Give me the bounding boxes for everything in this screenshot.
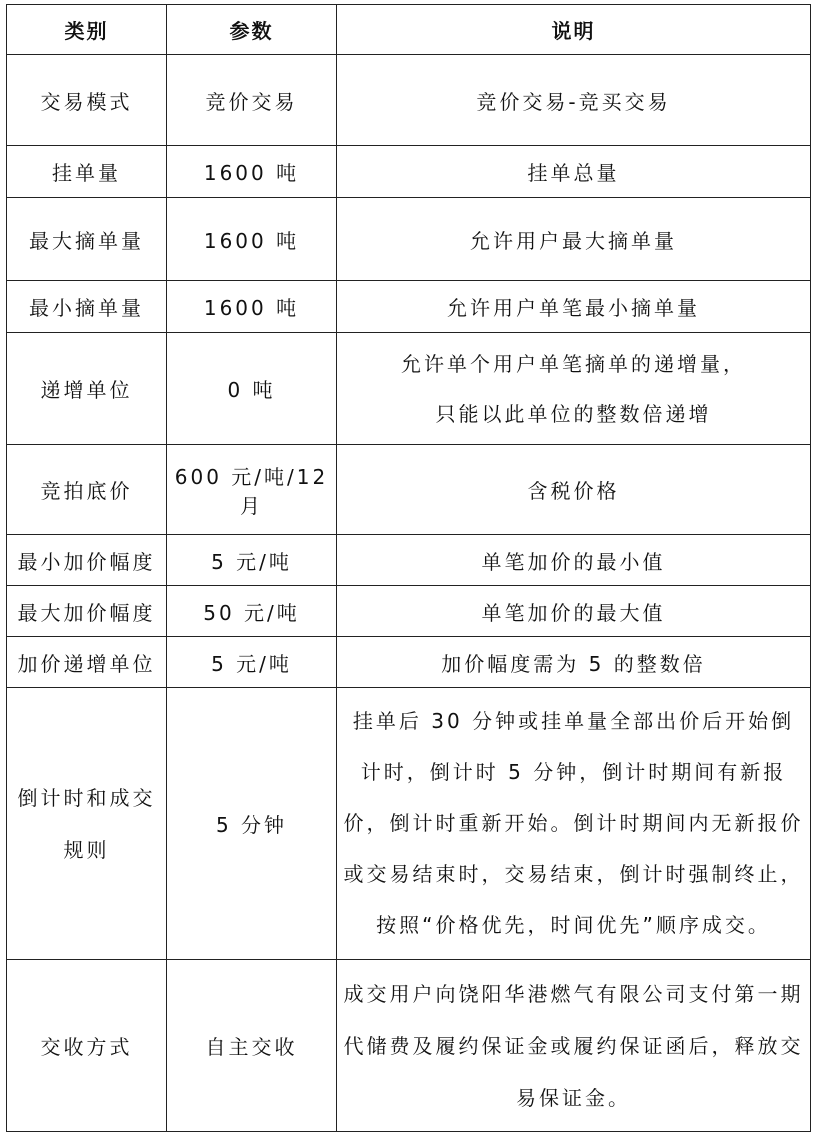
row-parameter: 5 分钟 <box>167 688 337 960</box>
description-line: 只能以此单位的整数倍递增 <box>435 401 712 426</box>
table-row <box>7 445 811 535</box>
table-row <box>7 146 811 198</box>
table-row <box>7 960 811 1132</box>
table-row <box>7 586 811 637</box>
row-description: 挂单后 30 分钟或挂单量全部出价后开始倒计时，倒计时 5 分钟，倒计时期间有新报价，倒计时重新开始。倒计时期间内无新报价或交易结束时，交易结束，倒计时强制终止，按照“价格优先，时间优先”顺序成交。 <box>337 688 811 960</box>
row-description: 含税价格 <box>337 445 811 535</box>
row-category: 交易模式 <box>7 55 167 146</box>
row-category: 加价递增单位 <box>7 637 167 688</box>
row-parameter: 1600 吨 <box>167 281 337 333</box>
row-description: 挂单总量 <box>337 146 811 198</box>
row-parameter: 自主交收 <box>167 960 337 1132</box>
row-category: 交收方式 <box>7 960 167 1132</box>
header-description: 说明 <box>337 5 811 55</box>
header-parameter: 参数 <box>167 5 337 55</box>
row-parameter: 5 元/吨 <box>167 535 337 586</box>
row-category <box>7 688 167 960</box>
category-line: 规则 <box>63 837 110 862</box>
table-header-row <box>7 5 811 55</box>
header-category: 类别 <box>7 5 167 55</box>
row-parameter: 1600 吨 <box>167 198 337 281</box>
table-row <box>7 55 811 146</box>
description-line: 允许单个用户单笔摘单的递增量， <box>401 351 746 376</box>
row-description: 单笔加价的最大值 <box>337 586 811 637</box>
row-parameter: 50 元/吨 <box>167 586 337 637</box>
row-description: 允许用户单笔最小摘单量 <box>337 281 811 333</box>
table-row <box>7 333 811 445</box>
row-category: 挂单量 <box>7 146 167 198</box>
table-row <box>7 535 811 586</box>
row-category: 最大加价幅度 <box>7 586 167 637</box>
table-row <box>7 198 811 281</box>
row-description: 竞价交易-竞买交易 <box>337 55 811 146</box>
row-category: 最大摘单量 <box>7 198 167 281</box>
row-parameter: 1600 吨 <box>167 146 337 198</box>
row-description: 成交用户向饶阳华港燃气有限公司支付第一期代储费及履约保证金或履约保证函后，释放交易保证金。 <box>337 960 811 1132</box>
row-category: 最小摘单量 <box>7 281 167 333</box>
row-parameter: 0 吨 <box>167 333 337 445</box>
row-category: 递增单位 <box>7 333 167 445</box>
table-row <box>7 688 811 960</box>
row-description <box>337 333 811 445</box>
row-parameter: 竞价交易 <box>167 55 337 146</box>
table-row <box>7 637 811 688</box>
row-description: 允许用户最大摘单量 <box>337 198 811 281</box>
row-category: 竞拍底价 <box>7 445 167 535</box>
row-description: 加价幅度需为 5 的整数倍 <box>337 637 811 688</box>
table-row <box>7 281 811 333</box>
row-parameter: 600 元/吨/12 月 <box>167 445 337 535</box>
row-description: 单笔加价的最小值 <box>337 535 811 586</box>
category-line: 倒计时和成交 <box>17 785 156 810</box>
row-parameter: 5 元/吨 <box>167 637 337 688</box>
row-category: 最小加价幅度 <box>7 535 167 586</box>
trading-rules-table <box>6 4 811 1132</box>
